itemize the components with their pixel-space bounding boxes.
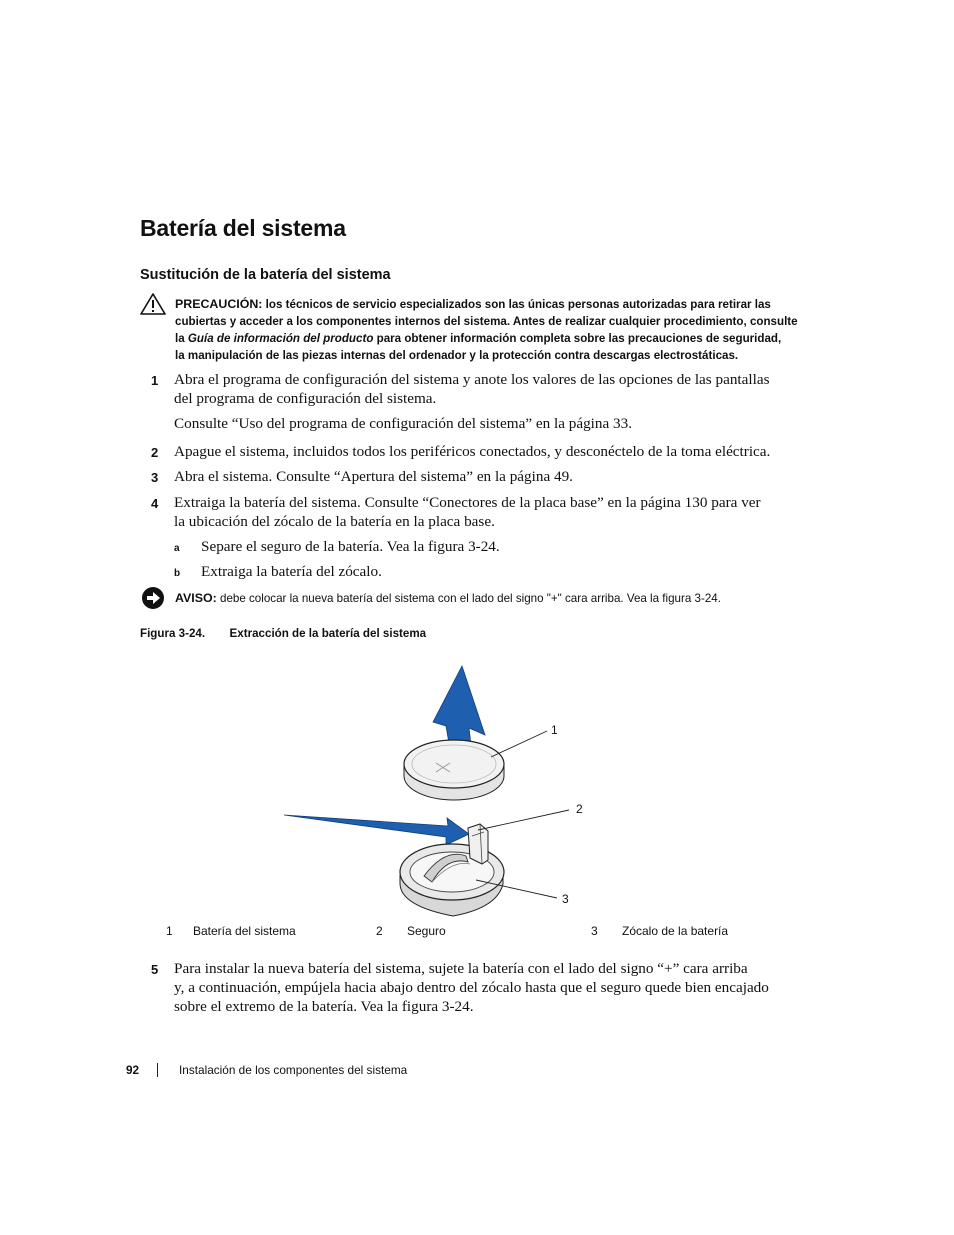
legend-num: 2 [376, 924, 383, 938]
notice-note [175, 591, 721, 605]
legend-label: Zócalo de la batería [622, 924, 729, 938]
step-line: del programa de configuración del sistema. [174, 390, 437, 407]
battery-removal-illustration [280, 660, 600, 922]
page-title: Batería del sistema [140, 215, 346, 241]
footer-divider [157, 1063, 158, 1077]
caution-guide-reference: Guía de información del producto [187, 332, 374, 345]
lift-arrow [433, 666, 485, 749]
callout-3: 3 [562, 892, 569, 906]
step-line: sobre el extremo de la batería. Vea la figura 3-24. [174, 998, 474, 1015]
coin-battery [404, 740, 504, 800]
step-text [174, 493, 761, 531]
figure-caption [140, 627, 426, 640]
caution-text-line: la [175, 332, 188, 345]
section-subtitle: Sustitución de la batería del sistema [140, 267, 391, 283]
step-number: 3 [151, 470, 159, 485]
step-number: 2 [151, 445, 159, 460]
step-text [174, 370, 770, 408]
step-text [174, 959, 769, 1016]
substep-text: Separe el seguro de la batería. Vea la figura 3-24. [201, 538, 500, 555]
notice-text: debe colocar la nueva batería del sistema con el lado del signo "+" cara arriba. Vea la figura 3-24. [220, 592, 721, 605]
caution-text-line: cubiertas y acceder a los componentes internos del sistema. Antes de realizar cualquier procedimiento, consulte [175, 315, 798, 328]
notice-arrow-icon [141, 586, 165, 610]
caution-text-line: la manipulación de las piezas internas del ordenador y la protección contra descargas electrostáticas. [175, 349, 739, 362]
caution-text-line: para obtener información completa sobre las precauciones de seguridad, [373, 332, 782, 345]
step-line: Para instalar la nueva batería del sistema, sujete la batería con el lado del signo “+” cara arriba [174, 960, 748, 977]
footer-chapter: Instalación de los componentes del sistema [179, 1063, 408, 1077]
notice-label: AVISO: [175, 591, 217, 605]
figure-number: Figura 3-24. [140, 627, 206, 640]
legend-label: Seguro [407, 924, 446, 938]
latch-arrow [284, 815, 469, 845]
substep-label: a [174, 543, 180, 554]
substep-text: Extraiga la batería del zócalo. [201, 563, 382, 580]
caution-text-line: los técnicos de servicio especializados son las únicas personas autorizadas para retirar las [265, 298, 771, 311]
page-number: 92 [126, 1063, 140, 1077]
legend-num: 3 [591, 924, 598, 938]
caution-label: PRECAUCIÓN: [175, 297, 263, 311]
step-number: 4 [151, 496, 159, 511]
step-text: Abra el sistema. Consulte “Apertura del sistema” en la página 49. [174, 468, 573, 485]
step-line: y, a continuación, empújela hacia abajo dentro del zócalo hasta que el seguro quede bien encajado [174, 979, 769, 996]
callout-1: 1 [551, 723, 558, 737]
figure-title: Extracción de la batería del sistema [229, 627, 427, 640]
warning-triangle-icon [140, 293, 166, 315]
caution-note [175, 296, 798, 364]
legend-num: 1 [166, 924, 173, 938]
step-line: la ubicación del zócalo de la batería en la placa base. [174, 513, 495, 530]
legend-label: Batería del sistema [193, 924, 296, 938]
step-line: Extraiga la batería del sistema. Consulte “Conectores de la placa base” en la página 130 para ver [174, 494, 761, 511]
callout-2: 2 [576, 802, 583, 816]
substep-label: b [174, 568, 181, 579]
step-line: Abra el programa de configuración del sistema y anote los valores de las opciones de las pantallas [174, 371, 770, 388]
step-text: Apague el sistema, incluidos todos los periféricos conectados, y desconéctelo de la toma eléctrica. [174, 443, 771, 460]
step-extra: Consulte “Uso del programa de configuración del sistema” en la página 33. [174, 415, 633, 432]
step-number: 5 [151, 962, 159, 977]
step-number: 1 [151, 373, 159, 388]
